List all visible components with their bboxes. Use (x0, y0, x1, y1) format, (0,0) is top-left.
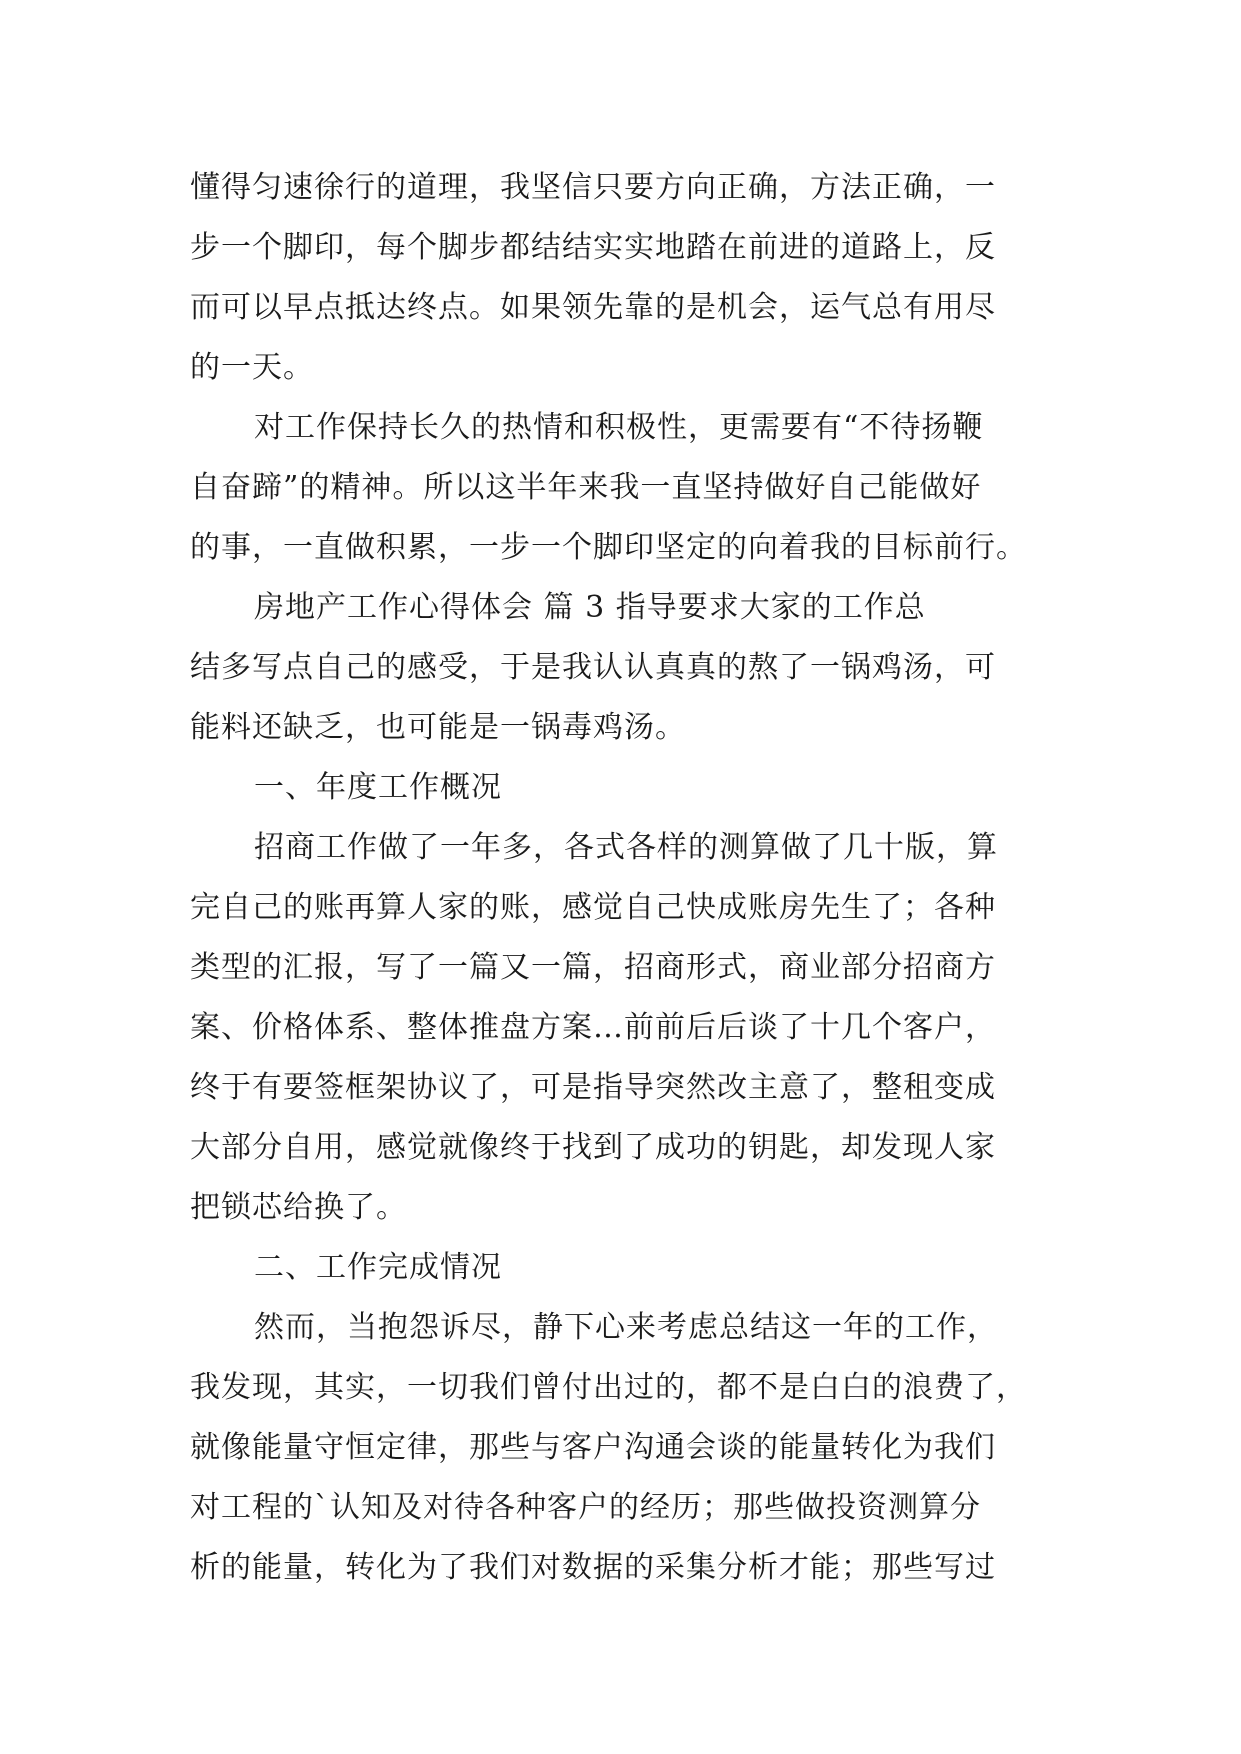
text-line: 能料还缺乏，也可能是一锅毒鸡汤。 (190, 710, 686, 745)
text-line: 类型的汇报，写了一篇又一篇，招商形式，商业部分招商方 (190, 950, 996, 985)
text-line: 然而，当抱怨诉尽，静下心来考虑总结这一年的工作， (254, 1310, 998, 1345)
text-line: 大部分自用，感觉就像终于找到了成功的钥匙，却发现人家 (190, 1130, 996, 1165)
text-line: 完自己的账再算人家的账，感觉自己快成账房先生了；各种 (190, 890, 996, 925)
text-line: 而可以早点抵达终点。如果领先靠的是机会，运气总有用尽 (190, 290, 996, 325)
text-line: 懂得匀速徐行的道理，我坚信只要方向正确，方法正确，一 (190, 170, 996, 205)
text-line: 案、价格体系、整体推盘方案…前前后后谈了十几个客户， (190, 1010, 996, 1045)
text-line: 自奋蹄”的精神。所以这半年来我一直坚持做好自己能做好 (190, 470, 982, 505)
text-line: 的事，一直做积累，一步一个脚印坚定的向着我的目标前行。 (190, 530, 1027, 565)
text-line: 我发现，其实，一切我们曾付出过的，都不是白白的浪费了， (190, 1370, 1027, 1405)
text-line: 把锁芯给换了。 (190, 1190, 407, 1225)
text-line: 就像能量守恒定律，那些与客户沟通会谈的能量转化为我们 (190, 1430, 996, 1465)
section-heading: 二、工作完成情况 (254, 1250, 502, 1285)
section-heading: 房地产工作心得体会 篇 3 指导要求大家的工作总 (254, 590, 926, 625)
text-line: 步一个脚印，每个脚步都结结实实地踏在前进的道路上，反 (190, 230, 996, 265)
text-line: 招商工作做了一年多，各式各样的测算做了几十版，算 (254, 830, 998, 865)
text-line: 结多写点自己的感受，于是我认认真真的熬了一锅鸡汤，可 (190, 650, 996, 685)
section-heading: 一、年度工作概况 (254, 770, 502, 805)
text-line: 析的能量，转化为了我们对数据的采集分析才能；那些写过 (190, 1550, 996, 1585)
text-line: 终于有要签框架协议了，可是指导突然改主意了，整租变成 (190, 1070, 996, 1105)
text-line: 对工作保持长久的热情和积极性，更需要有“不待扬鞭 (254, 410, 984, 445)
text-line: 的一天。 (190, 350, 314, 385)
text-line: 对工程的`认知及对待各种客户的经历；那些做投资测算分 (190, 1490, 981, 1525)
